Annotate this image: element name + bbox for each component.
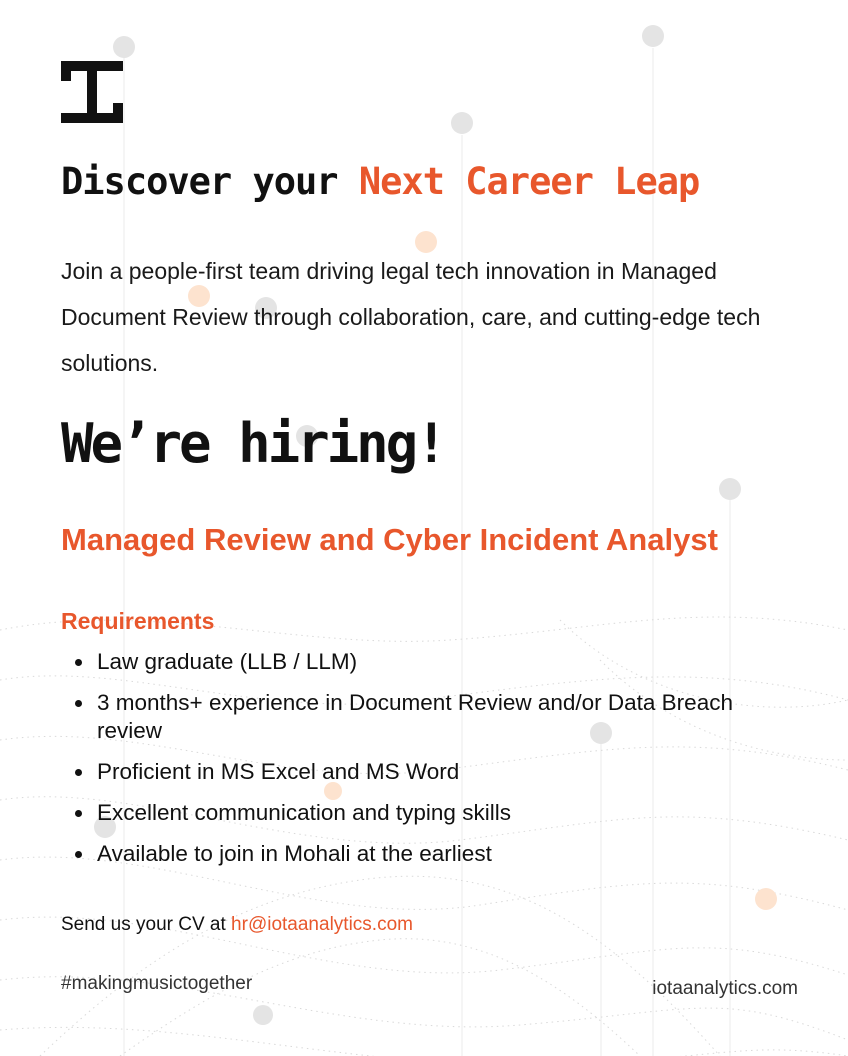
cv-instruction <box>61 914 413 936</box>
headline-prefix: Discover your <box>61 160 359 203</box>
hiring-heading: We’re hiring! <box>61 412 445 475</box>
website-link[interactable]: iotaanalytics.com <box>652 978 798 999</box>
requirement-item <box>61 648 781 676</box>
requirement-item <box>61 799 781 827</box>
requirement-item <box>61 840 781 868</box>
bullet-icon <box>75 810 82 817</box>
requirements-title: Requirements <box>61 608 215 634</box>
headline-accent: Next Career Leap <box>358 160 700 203</box>
iota-bracket-logo-icon <box>61 61 123 123</box>
requirement-text: Available to join in Mohali at the earliest <box>97 841 492 866</box>
cv-prefix: Send us your CV at <box>61 914 232 935</box>
hashtag: #makingmusictogether <box>61 973 253 994</box>
intro-paragraph: Join a people-first team driving legal tech innovation in Managed Document Review through collaboration, care, and cutting-edge tech solutions. <box>61 258 761 376</box>
headline <box>61 160 699 203</box>
bullet-icon <box>75 851 82 858</box>
requirement-text: Law graduate (LLB / LLM) <box>97 649 358 674</box>
requirements-list <box>61 648 781 881</box>
bullet-icon <box>75 769 82 776</box>
bullet-icon <box>75 659 82 666</box>
requirement-item <box>61 689 781 745</box>
bullet-icon <box>75 700 82 707</box>
requirement-item <box>61 758 781 786</box>
requirement-text: Proficient in MS Excel and MS Word <box>97 759 460 784</box>
job-role-title: Managed Review and Cyber Incident Analyst <box>61 522 718 557</box>
email-link[interactable]: hr@iotaanalytics.com <box>231 914 413 935</box>
requirement-text: Excellent communication and typing skills <box>97 800 511 825</box>
requirement-text: 3 months+ experience in Document Review and/or Data Breach review <box>97 690 733 743</box>
